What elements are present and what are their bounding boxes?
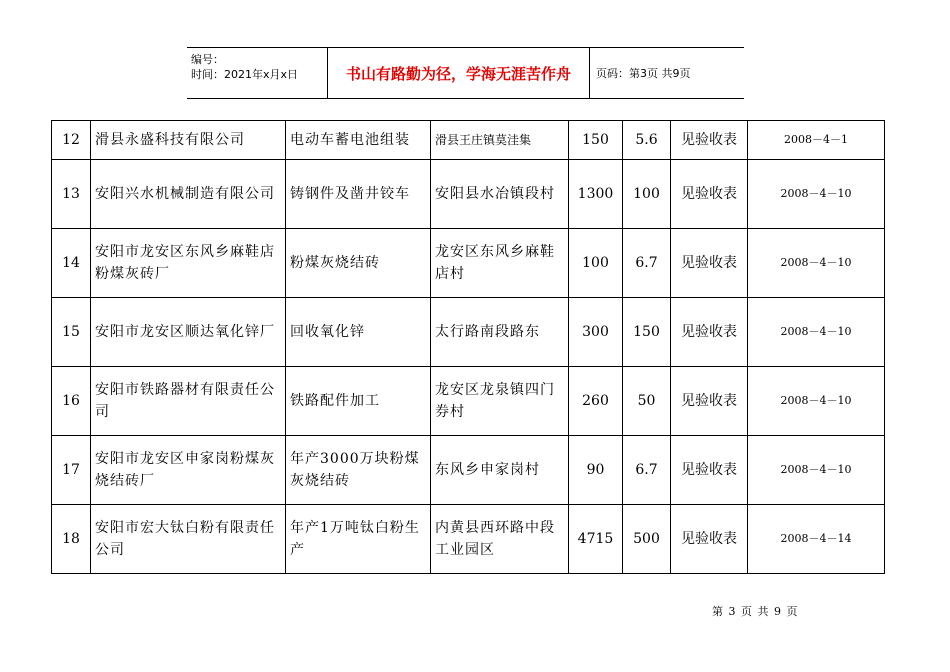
date: 2008－4－10 [748, 229, 885, 298]
value-b: 500 [623, 505, 671, 574]
product: 年产3000万块粉煤灰烧结砖 [286, 436, 431, 505]
table-row [52, 505, 885, 574]
value-b: 6.7 [623, 229, 671, 298]
value-a: 260 [569, 367, 623, 436]
table-row [52, 436, 885, 505]
value-b: 150 [623, 298, 671, 367]
status: 见验收表 [671, 229, 748, 298]
row-number: 14 [52, 229, 91, 298]
date: 2008－4－10 [748, 367, 885, 436]
address: 安阳县水冶镇段村 [431, 160, 569, 229]
status: 见验收表 [671, 160, 748, 229]
company-name: 安阳市宏大钛白粉有限责任公司 [91, 505, 286, 574]
header-meta [187, 48, 328, 98]
value-a: 150 [569, 121, 623, 160]
value-b: 6.7 [623, 436, 671, 505]
table-row [52, 298, 885, 367]
address: 东风乡申家岗村 [431, 436, 569, 505]
company-name: 安阳市龙安区申家岗粉煤灰烧结砖厂 [91, 436, 286, 505]
value-a: 100 [569, 229, 623, 298]
table-row [52, 160, 885, 229]
table-row [52, 367, 885, 436]
address: 龙安区东风乡麻鞋店村 [431, 229, 569, 298]
value-b: 50 [623, 367, 671, 436]
table-row [52, 121, 885, 160]
value-a: 4715 [569, 505, 623, 574]
company-name: 滑县永盛科技有限公司 [91, 121, 286, 160]
date: 2008－4－10 [748, 298, 885, 367]
value-b: 5.6 [623, 121, 671, 160]
company-name: 安阳市铁路器材有限责任公司 [91, 367, 286, 436]
row-number: 18 [52, 505, 91, 574]
time-label: 时间：2021年x月x日 [191, 68, 299, 81]
date: 2008－4－10 [748, 160, 885, 229]
status: 见验收表 [671, 367, 748, 436]
row-number: 16 [52, 367, 91, 436]
header-page-number: 页码：第3页 共9页 [596, 67, 691, 80]
address: 龙安区龙泉镇四门券村 [431, 367, 569, 436]
value-b: 100 [623, 160, 671, 229]
status: 见验收表 [671, 298, 748, 367]
header-slogan: 书山有路勤为径，学海无涯苦作舟 [328, 48, 590, 98]
status: 见验收表 [671, 505, 748, 574]
date: 2008－4－1 [748, 121, 885, 160]
address: 滑县王庄镇莫洼集 [431, 121, 569, 160]
product: 年产1万吨钛白粉生产 [286, 505, 431, 574]
date: 2008－4－14 [748, 505, 885, 574]
company-name: 安阳兴水机械制造有限公司 [91, 160, 286, 229]
product: 电动车蓄电池组装 [286, 121, 431, 160]
value-a: 90 [569, 436, 623, 505]
status: 见验收表 [671, 436, 748, 505]
product: 铸钢件及凿井铰车 [286, 160, 431, 229]
product: 铁路配件加工 [286, 367, 431, 436]
company-name: 安阳市龙安区顺达氧化锌厂 [91, 298, 286, 367]
status: 见验收表 [671, 121, 748, 160]
value-a: 1300 [569, 160, 623, 229]
doc-number-label: 编号： [191, 53, 224, 66]
footer-page-number: 第 3 页 共 9 页 [712, 605, 799, 618]
row-number: 15 [52, 298, 91, 367]
product: 回收氧化锌 [286, 298, 431, 367]
row-number: 17 [52, 436, 91, 505]
date: 2008－4－10 [748, 436, 885, 505]
address: 内黄县西环路中段工业园区 [431, 505, 569, 574]
enterprise-table [51, 120, 885, 574]
table-row [52, 229, 885, 298]
company-name: 安阳市龙安区东风乡麻鞋店粉煤灰砖厂 [91, 229, 286, 298]
product: 粉煤灰烧结砖 [286, 229, 431, 298]
row-number: 12 [52, 121, 91, 160]
value-a: 300 [569, 298, 623, 367]
address: 太行路南段路东 [431, 298, 569, 367]
row-number: 13 [52, 160, 91, 229]
page-header [187, 47, 744, 99]
